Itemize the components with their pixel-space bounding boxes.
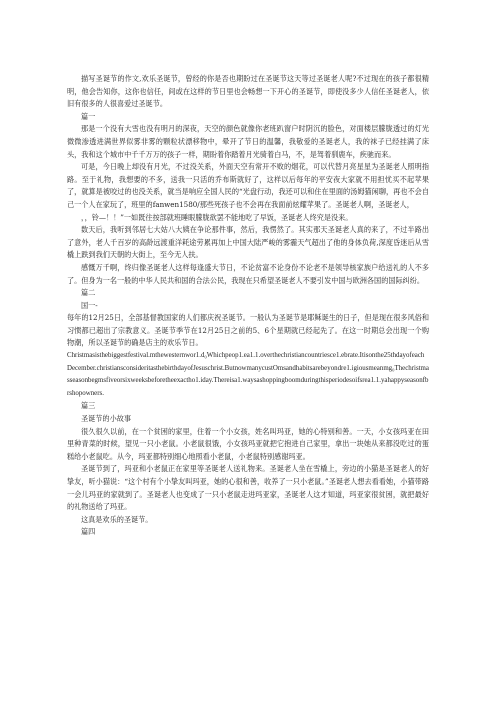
- paragraph: 数天后，我听到邻居七大姑八大姨在争论那件事，然后，我愣然了。其实那天圣诞老人真的来了，不过半路出了意外，老人千百岁的高龄远渡重洋耗途劳累再加上中国大陆严峻的雾霾天气超出了他的身体负荷,深度昏迷后从雪橇上跌到我们天朝的大街上，至今无人扶。: [67, 225, 429, 260]
- intro-paragraph: 描写圣诞节的作文,欢乐圣诞节，曾经的你是否也期盼过在圣诞节这天等过圣诞老人呢?不过现在的孩子都很精明，他会告知你，这你也信任，间或在这样的节日里也会畅想一下开心的圣诞节，即使没多少人信任圣诞老人，依旧有很多的人很喜爱过圣诞节。: [67, 74, 429, 109]
- section-subheading: 国一-: [81, 300, 98, 310]
- paragraph: 这真是欢乐的圣诞节。: [81, 514, 153, 524]
- section-heading-3: 篇三: [81, 401, 96, 411]
- paragraph: ，，铃—！！”一如既往按部就班睡眼朦胧欲罢不能地吃了早饭，圣诞老人终究是没来。: [81, 212, 353, 222]
- paragraph: 感慨万千啊，终归像圣诞老人这样每逢盛大节日，不论贫富不论身份不论老不是领导核家族户给送礼的人不多了。但身为一名一般的中华人民共和国的合法公民，我现在只希望圣诞老人不要引发中国与欧洲各国的国际纠纷。: [67, 262, 429, 285]
- document-body: [67, 73, 429, 539]
- section-heading-1: 篇一: [81, 111, 96, 121]
- english-paragraph: Christmasisthebiggestfestival.mthewesternwor1.d₀Whichpeop1.ea1.1.overthechristiancountriesce1.ebrate.Itisonthe25thdayofeachDecember.christiansconsideritasthebirthdayofJesuschrist.ButnowmanycustOmsandhabitsarebeyondre1.igiousmeanmg₀Thechristmasseasonbegmsfiveorsixweeksbeforetheexactho1.iday.Thereisa1.waysashoppingboomduringthisperiodesoifsrea1.1.yahappyseasonfbrshopowners.: [67, 352, 429, 397]
- paragraph: 可是，今日晚上却没有月光，不过没关系，外面天空有常开不败的烟花，可以代替月亮星星为圣诞老人照明指路。至于礼物，我想要的不多，送我一只活的乔布斯就好了，这样以后每年的平安夜大家就不用担忧买不起苹果了，就算是被咬过的也没关系，就当是响应全国人民的“光盘行动，我还可以和住在里面的汤姆猫闲聊，再也不会自己一个人在家玩了，班里的fanwen1580/那些死孩子也不会再在我面前炫耀苹果了。圣诞老人啊，圣诞老人，: [67, 162, 429, 209]
- paragraph: 圣诞节到了，玛亚和小老鼠正在家里等圣诞老人送礼物来。圣诞老人坐在雪橇上，旁边的小猫是圣诞老人的好挚友，听小猫说：“这个村有个小挚友叫玛亚，她的心很和善，收养了一只小老鼠。”圣诞老人想去看看她，小猫带路一会儿玛亚的家就到了。圣诞老人也变成了一只小老鼠走进玛亚家，圣诞老人这才知道，玛亚家很贫困，就把最好的礼物送给了玛亚。: [67, 464, 429, 512]
- story-title: 圣诞节的小故事: [81, 414, 131, 424]
- paragraph: 很久很久以前，在一个贫困的家里，住着一个小女孩，姓名叫玛亚，她的心特别和善。一天，小女孩玛亚在田里种青菜的时候，望见一只小老鼠。小老鼠很饿，小女孩玛亚就把它抱进自己家里，拿出一块她从来都没吃过的蛋糕给小老鼠吃。从今，玛亚都特别细心地照看小老鼠，小老鼠特别感谢玛亚。: [67, 426, 429, 461]
- section-heading-4: 篇四: [81, 527, 96, 537]
- paragraph: 每年的12月25日，全部基督教国家的人们都庆祝圣诞节。一般认为圣诞节是耶稣诞生的日子，但是现在很多风俗和习惯都已超出了宗教意义。圣诞节季节在12月25日之前的5、6个星期就已经起先了。在这一时期总会出现一个购物潮，所以圣诞节的确是店主的欢乐节日。: [67, 313, 429, 348]
- section-heading-2: 篇二: [81, 288, 96, 298]
- paragraph: 那是一个没有大雪也没有明月的深夜，天空的颜色就像你老班趴窗户时阴沉的脸色，对面楼层朦胧透过的灯光微微渗透进满世界似雾非雾的颗粒状漂移物中，晕开了节日的温馨，我敬爱的圣诞老人，我的袜子已经挂满了床头，我和这个城市中千千万万的孩子一样，期盼着你踏着月光骑着白马，不，是驾着驯鹿车，疾驰而来。: [67, 124, 429, 159]
